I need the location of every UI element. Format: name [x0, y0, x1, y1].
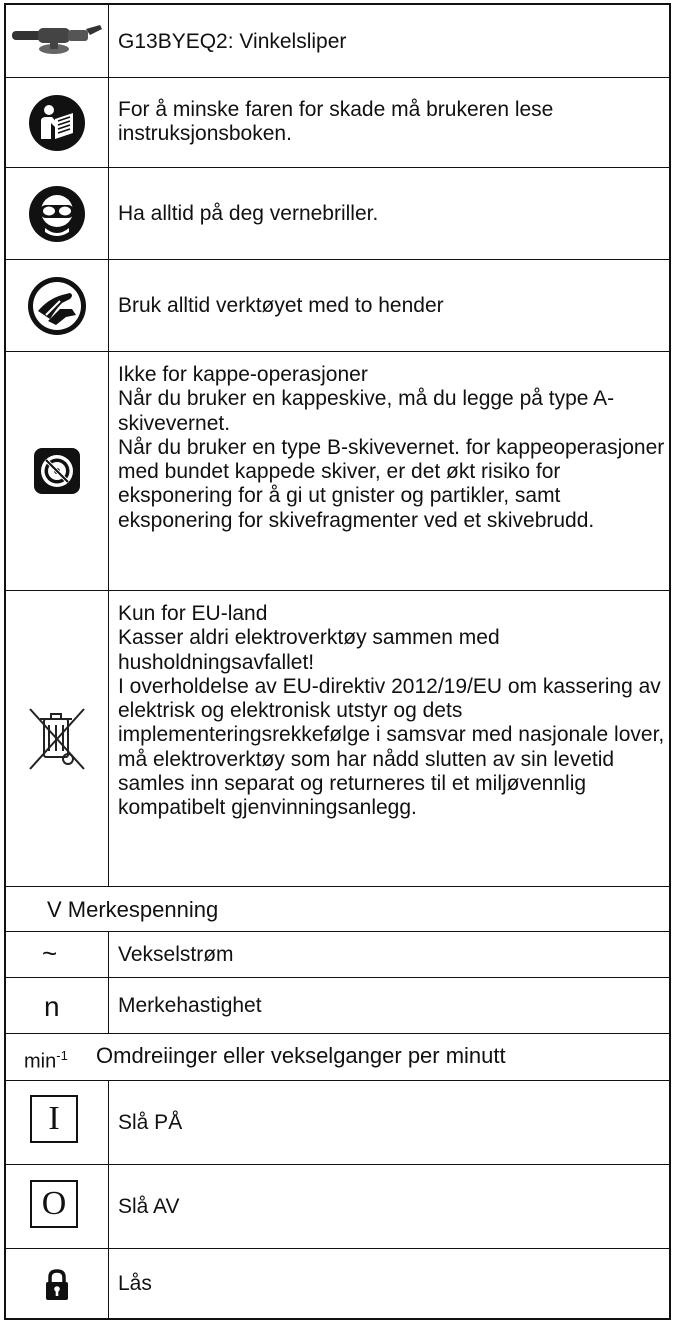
row-divider — [4, 590, 671, 591]
model-description: G13BYEQ2: Vinkelsliper — [118, 29, 347, 53]
cutting-line-3: Når du bruker en type B-skivevernet. for kappeoperasjoner med bundet kappede skiver, er det økt risiko for eksponering for å gi ut gnister og partikler, samt eksponering for skivefragmenter ved et skivebrudd. — [118, 435, 665, 532]
padlock-icon — [8, 1251, 106, 1318]
rpm-symbol — [24, 1044, 68, 1074]
goggles-warning-text: Ha alltid på deg vernebriller. — [118, 201, 379, 225]
two-hands-icon — [8, 262, 106, 349]
row-divider — [4, 1248, 671, 1249]
column-divider — [108, 3, 109, 886]
row-divider — [4, 1033, 671, 1034]
eu-line-2: Kasser aldri elektroverktøy sammen med husholdningsavfallet! — [118, 626, 500, 674]
voltage-label: V Merkespenning — [47, 897, 219, 922]
angle-grinder-icon — [8, 8, 106, 74]
row-divider — [4, 977, 671, 978]
rpm-exponent: -1 — [56, 1048, 68, 1063]
lock-label: Lås — [118, 1271, 152, 1295]
no-cutting-icon — [8, 354, 106, 588]
two-hands-warning-text: Bruk alltid verktøyet med to hender — [118, 293, 444, 317]
row-divider — [4, 1080, 671, 1081]
row-divider — [4, 167, 671, 168]
eu-line-3: I overholdelse av EU-direktiv 2012/19/EU om kassering av elektrisk og elektronisk utstyr og dets implementeringsrekkefølge i samsvar med nasjonale lover, må elektroverktøy som har nådd slutten av sin levetid samles inn separat og returneres til et miljøvennlig kompatibelt gjenvinningsanlegg. — [118, 674, 665, 820]
eu-line-1: Kun for EU-land — [118, 602, 268, 625]
power-on-symbol — [30, 1095, 78, 1143]
speed-symbol: n — [44, 991, 60, 1022]
power-on-label: Slå PÅ — [118, 1110, 183, 1134]
row-divider — [4, 77, 671, 78]
cutting-warning-text — [118, 363, 665, 533]
eu-disposal-text — [118, 602, 665, 821]
power-off-glyph: O — [41, 1185, 67, 1222]
power-off-label: Slå AV — [118, 1194, 180, 1218]
row-divider — [4, 1164, 671, 1165]
safety-goggles-icon — [8, 170, 106, 257]
row-divider — [4, 351, 671, 352]
ac-symbol: ~ — [42, 938, 58, 968]
power-on-glyph: I — [48, 1100, 60, 1137]
read-manual-icon — [8, 80, 106, 165]
column-divider — [108, 931, 109, 1033]
speed-label: Merkehastighet — [118, 993, 262, 1017]
rpm-unit: min — [24, 1050, 57, 1073]
cutting-line-2: Når du bruker en kappeskive, må du legge på type A-skivevernet. — [118, 387, 615, 435]
row-divider — [4, 886, 671, 887]
row-divider — [4, 259, 671, 260]
ac-label: Vekselstrøm — [118, 942, 234, 966]
power-off-symbol — [30, 1180, 78, 1228]
cutting-line-1: Ikke for kappe-operasjoner — [118, 363, 368, 386]
crossed-bin-icon — [8, 593, 106, 884]
column-divider — [108, 1080, 109, 1320]
rpm-label: Omdreiinger eller vekselganger per minutt — [96, 1043, 506, 1068]
row-divider — [4, 931, 671, 932]
manual-warning-text: For å minske faren for skade må brukeren lese instruksjonsboken. — [118, 97, 554, 145]
